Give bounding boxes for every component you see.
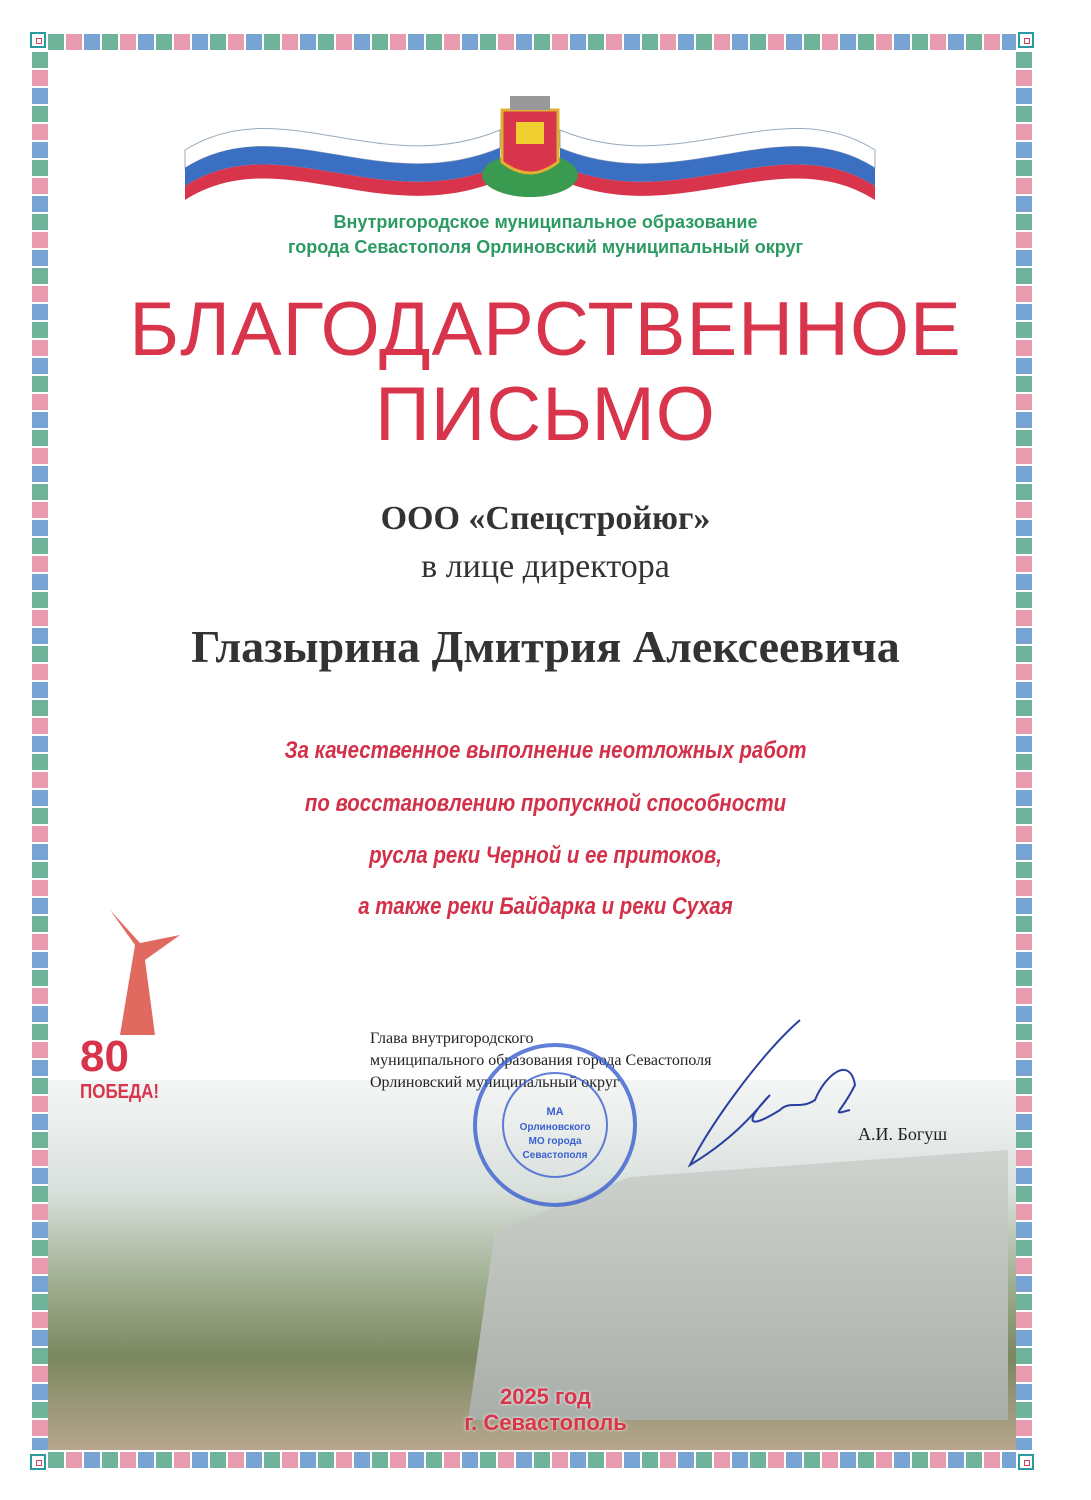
reason-line: по восстановлению пропускной способности [304,790,787,817]
corner-ornament [1018,32,1034,48]
title-line-1: БЛАГОДАРСТВЕННОЕ [129,287,962,372]
company-name: ООО «Спецстройюг» [380,500,711,537]
signer-title-2: муниципального образования города Севастополя [370,1052,712,1069]
recipient-role: в лице директора [421,548,670,585]
official-stamp [470,1040,640,1210]
svg-text:Орлиновского: Орлиновского [519,1122,591,1133]
border-top [48,34,1016,50]
reason-line: а также реки Байдарка и реки Сухая [358,893,733,920]
border-right [1016,52,1032,1450]
reason-line: За качественное выполнение неотложных работ [284,737,807,764]
recipient-name: Глазырина Дмитрия Алексеевича [191,621,900,672]
signer-title-1: Глава внутригородского [370,1030,534,1047]
svg-text:Севастополя: Севастополя [522,1150,588,1161]
header-line-2: города Севастополя Орлиновский муниципальный округ [287,237,804,257]
svg-text:МА: МА [546,1106,564,1118]
flag-ribbon-emblem [180,90,880,205]
corner-ornament [30,32,46,48]
footer-city: г. Севастополь [464,1410,627,1435]
footer-year: 2025 год [499,1384,592,1409]
handwritten-signature [650,1015,870,1185]
svg-text:МО города: МО города [528,1136,582,1147]
badge-text: ПОБЕДА! [80,1081,160,1103]
motherland-statue-icon [80,905,190,1045]
border-bottom [48,1452,1016,1468]
reason-line: русла реки Черной и ее притоков, [369,842,722,869]
badge-number: 80 [80,1032,129,1081]
border-left [32,52,48,1450]
title-line-2: ПИСЬМО [375,372,716,457]
corner-ornament [1018,1454,1034,1470]
signer-title-3: Орлиновский муниципальный округ [370,1074,620,1091]
victory-80-badge [80,905,190,1125]
header-line-1: Внутригородское муниципальное образование [333,212,758,232]
corner-ornament [30,1454,46,1470]
signer-name: А.И. Богуш [858,1124,948,1144]
